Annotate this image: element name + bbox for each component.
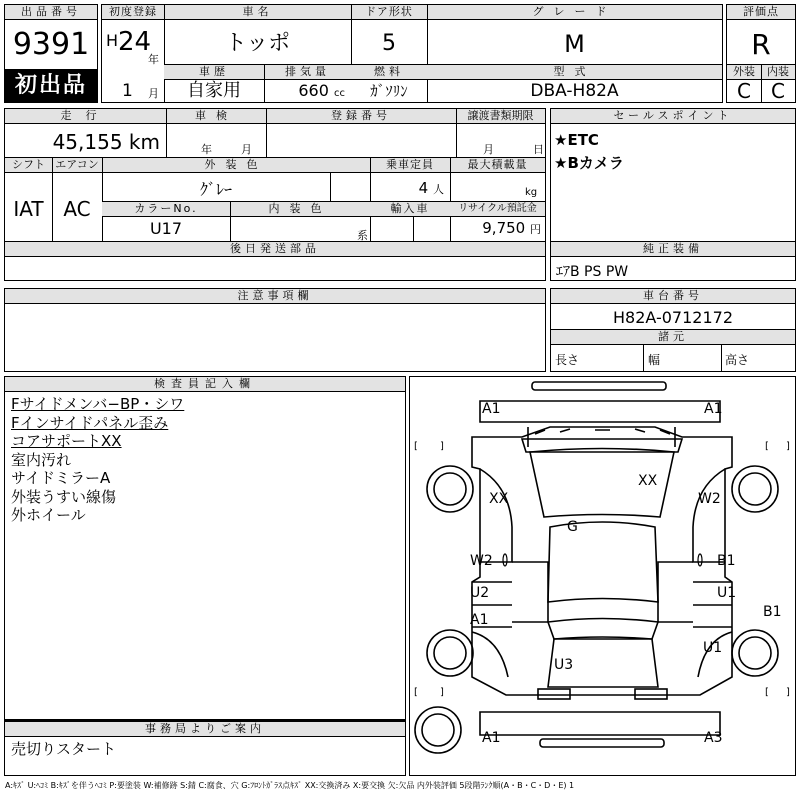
- details-box: [4, 108, 546, 243]
- first-reg-year-unit: 年: [148, 53, 159, 66]
- later-parts-box: [4, 241, 546, 281]
- displacement-unit: cc: [334, 88, 345, 99]
- later-parts-label: 後日発送部品: [5, 242, 545, 257]
- notes-box: [4, 288, 546, 372]
- chassis-box: [550, 288, 796, 372]
- selling-point-item: ★Bカメラ: [554, 154, 624, 172]
- office-box: [4, 720, 406, 776]
- capacity-label: 乗車定員: [370, 158, 450, 173]
- svg-text:]: ]: [786, 687, 790, 698]
- mark-roof: G: [567, 519, 578, 535]
- equipment-value: ｴｱB PS PW: [556, 264, 629, 280]
- color: ｸﾞﾚｰ: [199, 180, 232, 199]
- fuel-label: 燃料: [351, 65, 427, 80]
- interior-grade: C: [771, 79, 785, 103]
- svg-text:[: [: [414, 441, 418, 452]
- svg-text:[: [: [414, 687, 418, 698]
- mark-rl-bumper: A1: [482, 730, 501, 746]
- shift-label: シフト: [5, 158, 52, 173]
- legend: A:ｷｽﾞ U:ﾍｺﾐ B:ｷｽﾞを伴うﾍｺﾐ P:要塗装 W:補修跡 S:錆 C:腐食、穴 G:ﾌﾛﾝﾄｶﾞﾗｽ点ｷｽﾞ XX:交換済み X:要交換 欠:欠品 内外装評価 5段階ﾗﾝｸ順(A・B・C・D・E) 1: [5, 781, 575, 790]
- inspector-box: [4, 376, 406, 720]
- dims-label: 諸元: [551, 329, 795, 345]
- interior-label: 内装: [761, 65, 795, 80]
- first-reg-era: H: [106, 31, 119, 50]
- history: 自家用: [187, 80, 241, 101]
- mark-left-sill: A1: [470, 612, 489, 628]
- chassis-label: 車台番号: [551, 289, 795, 304]
- inspector-label: 検査員記入欄: [5, 377, 405, 392]
- lot-number-label: 出品番号: [5, 5, 97, 20]
- car-name: トッポ: [224, 31, 291, 56]
- width-label: 幅: [648, 353, 661, 367]
- fuel: ｶﾞｿﾘﾝ: [370, 82, 408, 100]
- exterior-label: 外装: [727, 65, 761, 80]
- recycle-value: 9,750: [482, 219, 526, 237]
- load-label: 最大積載量: [450, 158, 545, 173]
- transfer-month-unit: 月: [483, 143, 494, 156]
- mileage-value: 45,155: [52, 130, 123, 154]
- color-no-label: カラーNo.: [102, 202, 230, 217]
- first-reg-label: 初度登録: [102, 5, 164, 20]
- vehicle-header-box: [101, 4, 723, 103]
- capacity-unit: 人: [433, 183, 444, 196]
- int-color-unit: 系: [357, 229, 368, 242]
- doors: 5: [382, 31, 396, 56]
- transfer-label: 譲渡書類期限: [456, 109, 545, 124]
- equipment-box: [550, 241, 796, 281]
- inspection-label: 車検: [166, 109, 266, 124]
- inspector-line: コアサポートXX: [11, 432, 122, 450]
- car-outline-svg: [410, 377, 795, 775]
- lot-number-box: [4, 4, 98, 103]
- inspector-line: サイドミラーA: [11, 469, 111, 487]
- lot-number: 9391: [12, 27, 90, 62]
- recycle-label: リサイクル預託金: [450, 202, 545, 217]
- mileage-unit: km: [128, 130, 160, 154]
- color-no: U17: [149, 219, 183, 238]
- mark-fl-bumper: A1: [482, 401, 501, 417]
- inspection-year-unit: 年: [201, 143, 212, 156]
- recycle-unit: 円: [530, 223, 541, 236]
- displacement-label: 排気量: [264, 65, 351, 80]
- mileage-label: 走行: [5, 109, 166, 124]
- mark-fr-bumper: A1: [704, 401, 723, 417]
- history-label: 車歴: [164, 65, 264, 80]
- svg-text:]: ]: [786, 441, 790, 452]
- score: R: [751, 28, 771, 61]
- notes-label: 注意事項欄: [5, 289, 545, 304]
- inspector-line: Fサイドメンバ−BP・シワ: [11, 395, 185, 413]
- inspection-month-unit: 月: [241, 143, 252, 156]
- svg-text:]: ]: [440, 441, 444, 452]
- mileage: [5, 127, 166, 157]
- mark-right-door-f: B1: [717, 553, 736, 569]
- first-reg-year: 24: [118, 27, 152, 57]
- first-reg-month: 1: [122, 81, 133, 101]
- door-label: ドア形状: [351, 5, 427, 20]
- grade-label: グレード: [427, 5, 722, 20]
- mark-left-front: XX: [489, 491, 509, 507]
- color-label: 外装色: [102, 158, 370, 173]
- mark-rear-gate: U3: [554, 657, 574, 673]
- reg-no-label: 登録番号: [266, 109, 456, 124]
- shift: IAT: [13, 197, 44, 221]
- int-color-label: 内装色: [230, 202, 370, 217]
- ac-label: エアコン: [52, 158, 102, 173]
- ac: AC: [63, 197, 91, 221]
- svg-text:[: [: [765, 441, 769, 452]
- inspector-lines: [11, 395, 184, 525]
- chassis-number: H82A-0712172: [612, 308, 733, 327]
- mark-left-door-r: U2: [470, 585, 490, 601]
- first-reg-month-unit: 月: [148, 87, 159, 100]
- model: DBA-H82A: [530, 81, 619, 101]
- svg-text:]: ]: [440, 687, 444, 698]
- length-label: 長さ: [555, 353, 580, 367]
- mark-right-front: W2: [698, 491, 721, 507]
- mark-left-door-f: W2: [470, 553, 493, 569]
- height-label: 高さ: [725, 353, 750, 367]
- inspector-line: 外装うすい線傷: [11, 487, 117, 506]
- load-unit: kg: [525, 187, 538, 198]
- mark-rr-bumper: A3: [704, 730, 723, 746]
- selling-point-item: ★ETC: [554, 131, 599, 149]
- capacity-value: 4: [418, 179, 429, 197]
- inspector-line: 室内汚れ: [11, 450, 72, 469]
- car-name-label: 車名: [164, 5, 351, 20]
- model-label: 型式: [427, 65, 722, 80]
- score-label: 評価点: [727, 5, 795, 20]
- import-label: 輸入車: [370, 202, 450, 217]
- mark-right-rear-panel: B1: [763, 604, 782, 620]
- selling-points-label: セールスポイント: [551, 109, 795, 124]
- grade: M: [564, 30, 585, 58]
- displacement-value: 660: [298, 81, 329, 100]
- mark-right-door-r: U1: [717, 585, 737, 601]
- office-label: 事務局よりご案内: [5, 721, 405, 737]
- inspector-line: Fインサイドパネル歪み: [11, 413, 169, 432]
- car-diagram: [409, 376, 796, 776]
- recycle: [450, 219, 545, 237]
- capacity: [370, 179, 450, 197]
- inspector-line: 外ホイール: [11, 506, 86, 524]
- svg-text:[: [: [765, 687, 769, 698]
- mark-right-rear: U1: [703, 640, 723, 656]
- exterior-grade: C: [737, 79, 751, 103]
- displacement: [264, 80, 351, 105]
- mark-hood: XX: [638, 473, 658, 489]
- equipment-label: 純正装備: [551, 242, 795, 257]
- transfer-day-unit: 日: [533, 143, 544, 156]
- selling-points-box: [550, 108, 796, 243]
- office-text: 売切りスタート: [11, 740, 117, 758]
- first-listing-badge: 初出品: [5, 69, 97, 102]
- score-box: [726, 4, 796, 103]
